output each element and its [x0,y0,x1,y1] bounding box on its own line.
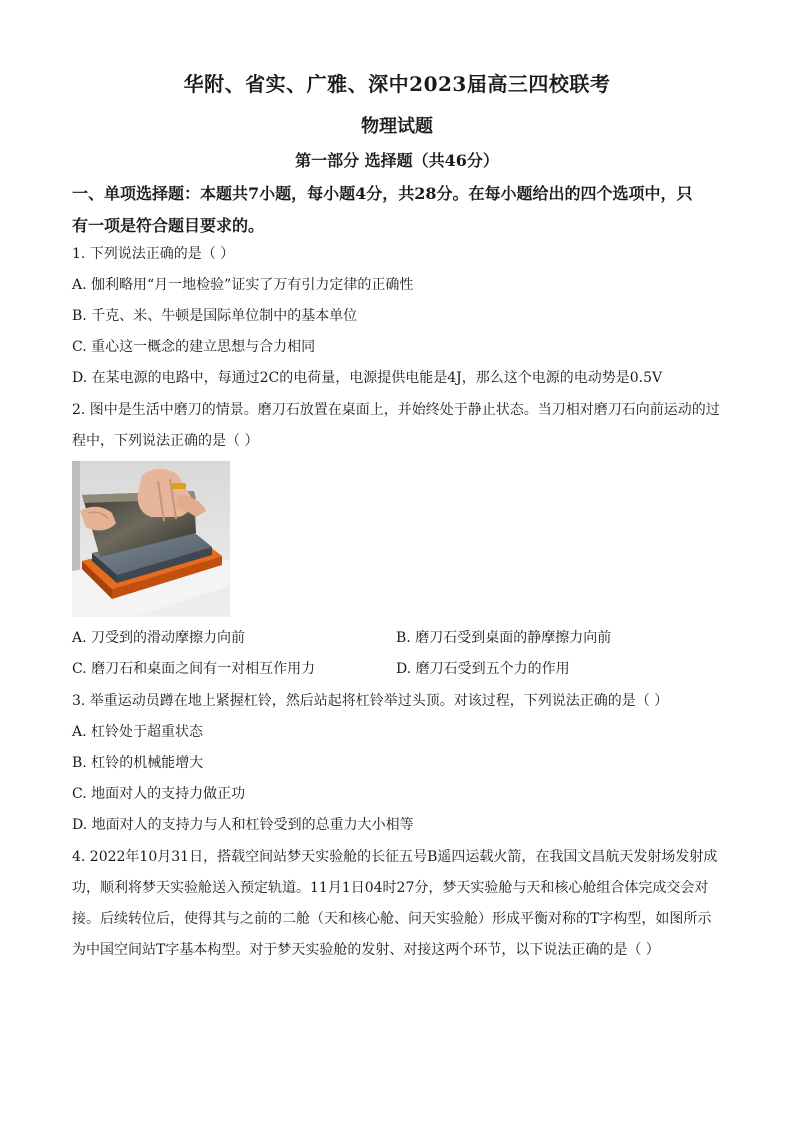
q1-option-b: B. 千克、米、牛顿是国际单位制中的基本单位 [72,308,358,324]
q3-stem: 3. 举重运动员蹲在地上紧握杠铃，然后站起将杠铃举过头顶。对该过程，下列说法正确的是（ ） [72,693,669,709]
q4-line3: 接。后续转位后，使得其与之前的二舱（天和核心舱、问天实验舱）形成平衡对称的T字构型，如图所示 [72,911,712,927]
q3-option-a: A. 杠铃处于超重状态 [72,724,204,740]
subject-title: 物理试题 [361,116,433,137]
part-title: 第一部分 选择题（共46分） [295,151,499,170]
q3-option-c: C. 地面对人的支持力做正功 [72,786,246,802]
q2-option-a: A. 刀受到的滑动摩擦力向前 [72,630,246,646]
q3-option-b: B. 杠铃的机械能增大 [72,755,204,771]
section-heading-line1: 一、单项选择题：本题共7小题，每小题4分，共28分。在每小题给出的四个选项中，只 [72,184,693,203]
knife-sharpening-photo [72,461,230,617]
q2-stem-line1: 2. 图中是生活中磨刀的情景。磨刀石放置在桌面上，并始终处于静止状态。当刀相对磨刀石向前运动的过 [72,402,720,418]
knife-sharpening-illustration [72,461,230,617]
q2-option-d: D. 磨刀石受到五个力的作用 [396,661,570,677]
q3-option-d: D. 地面对人的支持力与人和杠铃受到的总重力大小相等 [72,817,414,833]
q2-stem-line2: 程中，下列说法正确的是（ ） [72,433,259,449]
q1-option-c: C. 重心这一概念的建立思想与合力相同 [72,339,316,355]
q1-stem: 1. 下列说法正确的是（ ） [72,246,235,262]
q2-option-b: B. 磨刀石受到桌面的静摩擦力向前 [396,630,612,646]
q4-line4: 为中国空间站T字基本构型。对于梦天实验舱的发射、对接这两个环节，以下说法正确的是（ ） [72,942,660,958]
q2-option-c: C. 磨刀石和桌面之间有一对相互作用力 [72,661,316,677]
exam-title: 华附、省实、广雅、深中2023届高三四校联考 [183,72,611,96]
q4-line1: 4. 2022年10月31日，搭载空间站梦天实验舱的长征五号B遥四运载火箭，在我国文昌航天发射场发射成 [72,849,718,865]
q1-option-d: D. 在某电源的电路中，每通过2C的电荷量，电源提供电能是4J，那么这个电源的电动势是0.5V [72,370,663,386]
q1-option-a: A. 伽利略用“月一地检验”证实了万有引力定律的正确性 [72,277,414,293]
section-heading-line2: 有一项是符合题目要求的。 [72,216,265,235]
section-heading [72,178,722,242]
q4-line2: 功，顺利将梦天实验舱送入预定轨道。11月1日04时27分，梦天实验舱与天和核心舱组合体完成交会对 [72,880,709,896]
